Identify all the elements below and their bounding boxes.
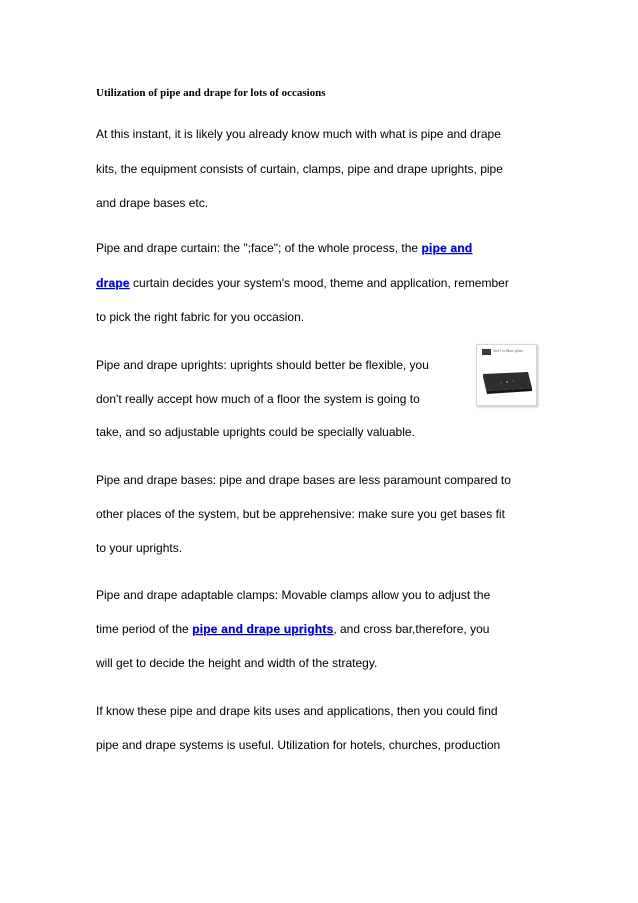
paragraph-3-line-3: take, and so adjustable uprights could be specially valuable. <box>96 425 415 439</box>
paragraph-2-line-1-text: Pipe and drape curtain: the ";face"; of the whole process, the <box>96 241 422 255</box>
paragraph-1-line-3: and drape bases etc. <box>96 196 209 210</box>
pipe-drape-base-plate-icon <box>481 368 533 398</box>
pipe-and-drape-link[interactable]: pipe and <box>421 241 473 255</box>
paragraph-4-line-2: other places of the system, but be apprehensive: make sure you get bases fit <box>96 507 505 521</box>
paragraph-6-line-1: If know these pipe and drape kits uses and applications, then you could find <box>96 704 498 718</box>
paragraph-5-line-2-after: , and cross bar,therefore, you <box>333 622 490 636</box>
thumbnail-caption: Steel vs Base-plate <box>493 348 524 353</box>
paragraph-5-line-2 <box>96 621 489 637</box>
paragraph-2-line-2 <box>96 275 509 291</box>
paragraph-2-line-3: to pick the right fabric for you occasion. <box>96 310 305 324</box>
paragraph-3-line-1: Pipe and drape uprights: uprights should better be flexible, you <box>96 358 429 372</box>
paragraph-2-line-2-text: curtain decides your system's mood, theme and application, remember <box>129 276 509 290</box>
paragraph-5-line-2-before: time period of the <box>96 622 193 636</box>
paragraph-1-line-2: kits, the equipment consists of curtain, clamps, pipe and drape uprights, pipe <box>96 162 503 176</box>
paragraph-5-line-3: will get to decide the height and width of the strategy. <box>96 656 378 670</box>
paragraph-6-line-2: pipe and drape systems is useful. Utilization for hotels, churches, production <box>96 738 501 752</box>
paragraph-4-line-1: Pipe and drape bases: pipe and drape bases are less paramount compared to <box>96 473 511 487</box>
product-thumbnail <box>476 344 537 406</box>
pipe-and-drape-uprights-link[interactable]: pipe and drape uprights <box>192 622 334 636</box>
paragraph-3-line-2: don't really accept how much of a floor the system is going to <box>96 392 420 406</box>
drape-link[interactable]: drape <box>96 276 130 290</box>
brand-logo-icon <box>482 349 491 355</box>
paragraph-1-line-1: At this instant, it is likely you already know much with what is pipe and drape <box>96 127 501 141</box>
paragraph-2-line-1 <box>96 240 472 256</box>
paragraph-4-line-3: to your uprights. <box>96 541 183 555</box>
document-title: Utilization of pipe and drape for lots of occasions <box>96 87 326 99</box>
paragraph-5-line-1: Pipe and drape adaptable clamps: Movable clamps allow you to adjust the <box>96 588 491 602</box>
